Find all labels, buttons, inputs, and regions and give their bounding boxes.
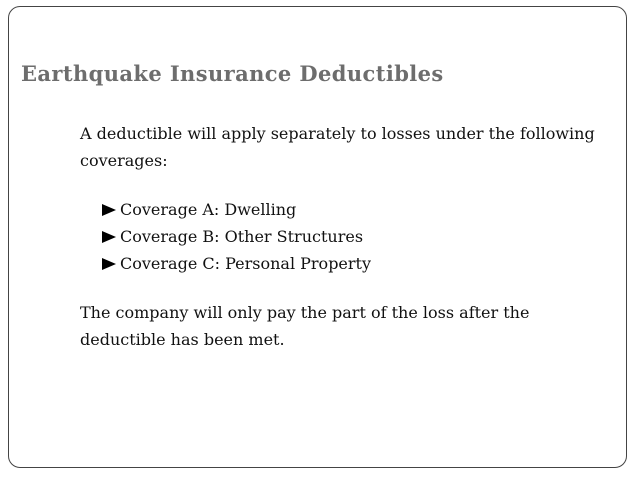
- coverage-item-c: [102, 250, 600, 277]
- intro-paragraph: A deductible will apply separately to losses under the following coverages:: [80, 124, 595, 170]
- closing-paragraph: The company will only pay the part of the loss after the deductible has been met.: [80, 303, 530, 349]
- coverage-item-a: [102, 196, 600, 223]
- triangle-bullet-icon: [102, 258, 116, 270]
- coverage-list: [102, 196, 600, 277]
- coverage-item-label: Coverage C: Personal Property: [120, 254, 372, 273]
- triangle-bullet-icon: [102, 231, 116, 243]
- coverage-item-b: [102, 223, 600, 250]
- coverage-item-label: Coverage B: Other Structures: [120, 227, 364, 246]
- slide-title: Earthquake Insurance Deductibles: [21, 61, 444, 86]
- triangle-bullet-icon: [102, 204, 116, 216]
- coverage-item-label: Coverage A: Dwelling: [120, 200, 297, 219]
- slide-body: [80, 120, 600, 353]
